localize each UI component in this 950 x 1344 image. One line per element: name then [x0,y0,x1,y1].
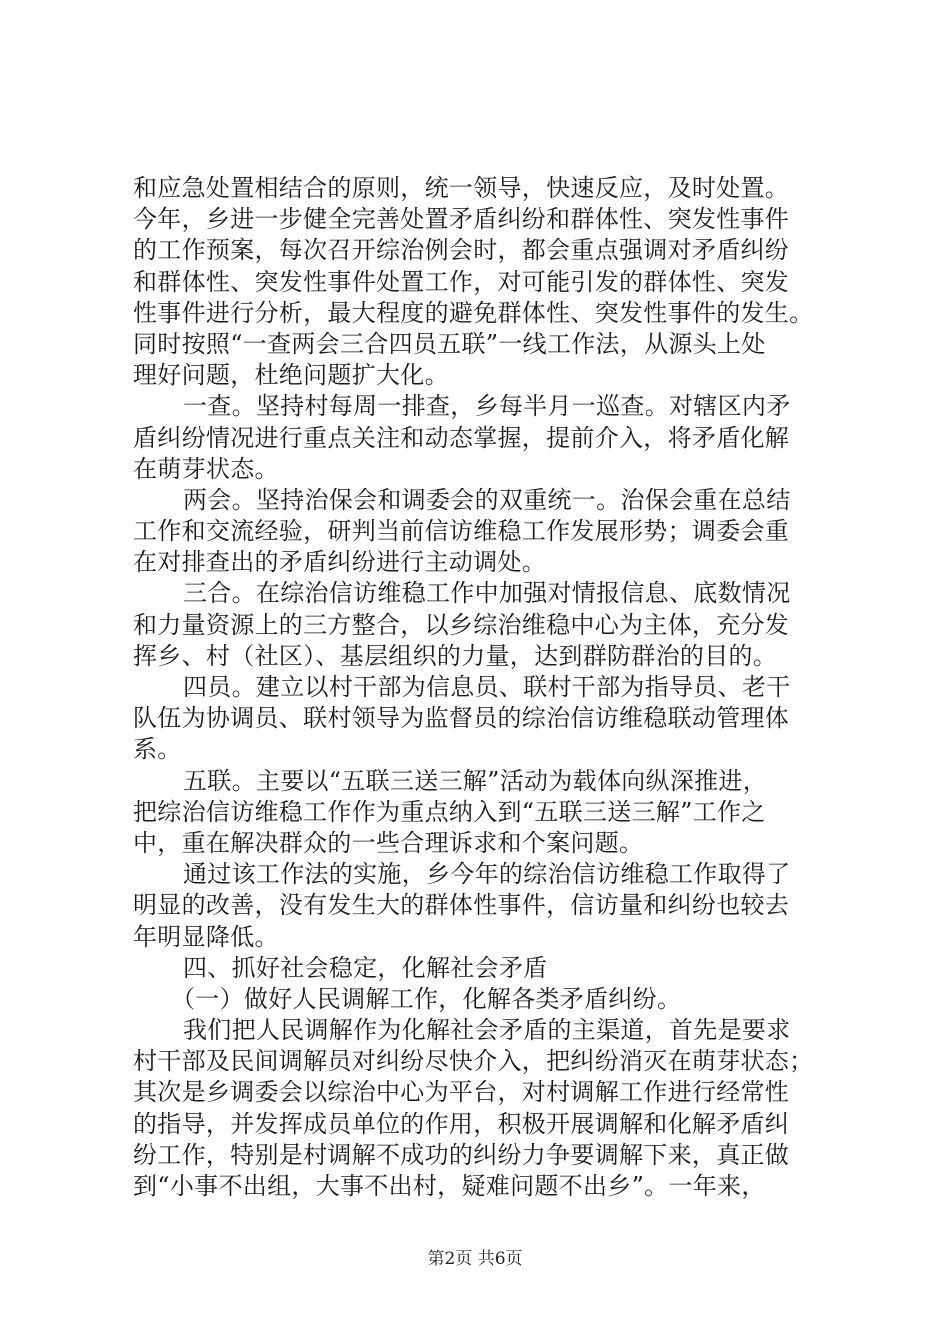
text-line: 挥乡、村（社区）、基层组织的力量，达到群防群治的目的。 [133,641,778,670]
text-line: 盾纠纷情况进行重点关注和动态掌握，提前介入，将矛盾化解 [133,423,790,452]
text-line: 年明显降低。 [133,922,279,951]
paragraph-start-line: 两会。坚持治保会和调委会的双重统一。治保会重在总结 [183,485,791,514]
subsection-heading: （一）做好人民调解工作，化解各类矛盾纠纷。 [171,984,682,1013]
text-line: 和群体性、突发性事件处置工作，对可能引发的群体性、突发 [133,267,790,296]
text-line: 村干部及民间调解员对纠纷尽快介入，把纠纷消灭在萌芽状态； [133,1047,814,1076]
text-line: 和应急处置相结合的原则，统一领导，快速反应，及时处置。 [133,174,790,202]
text-line: 今年，乡进一步健全完善处置矛盾纠纷和群体性、突发性事件 [133,205,790,234]
text-line: 性事件进行分析，最大程度的避免群体性、突发性事件的发生。 [133,298,814,327]
paragraph-start-line: 我们把人民调解作为化解社会矛盾的主渠道，首先是要求 [183,1016,791,1045]
paragraph-start-line: 三合。在综治信访维稳工作中加强对情报信息、底数情况 [183,579,791,608]
paragraph-start-line: 五联。主要以“五联三送三解”活动为载体向纵深推进， [183,766,768,795]
text-line: 到“小事不出组，大事不出村，疑难问题不出乡”。一年来， [133,1172,766,1200]
section-heading: 四、抓好社会稳定，化解社会矛盾 [183,953,548,982]
text-line: 在萌芽状态。 [133,454,279,483]
paragraph-start-line: 四员。建立以村干部为信息员、联村干部为指导员、老干 [183,673,791,701]
text-line: 和力量资源上的三方整合，以乡综治维稳中心为主体，充分发 [133,610,790,639]
text-line: 中，重在解决群众的一些合理诉求和个案问题。 [133,828,644,857]
text-line: 系。 [133,735,182,764]
text-line: 把综治信访维稳工作作为重点纳入到“五联三送三解”工作之 [133,797,766,826]
text-line: 的指导，并发挥成员单位的作用，积极开展调解和化解矛盾纠 [133,1109,790,1138]
paragraph-start-line: 一查。坚持村每周一排查，乡每半月一巡查。对辖区内矛 [183,392,791,421]
text-line: 工作和交流经验，研判当前信访维稳工作发展形势；调委会重 [133,517,790,546]
text-line: 明显的改善，没有发生大的群体性事件，信访量和纠纷也较去 [133,891,790,920]
text-line: 其次是乡调委会以综治中心为平台，对村调解工作进行经常性 [133,1078,790,1107]
text-line: 同时按照“一查两会三合四员五联”一线工作法，从源头上处 [133,329,766,358]
text-line: 的工作预案，每次召开综治例会时，都会重点强调对矛盾纠纷 [133,236,790,265]
document-body [133,173,857,1202]
text-line: 纷工作，特别是村调解不成功的纠纷力争要调解下来，真正做 [133,1140,790,1169]
text-line: 在对排查出的矛盾纠纷进行主动调处。 [133,548,547,577]
page-number-footer: 第2页 共6页 [427,1249,523,1269]
text-line: 队伍为协调员、联村领导为监督员的综治信访维稳联动管理体 [133,704,790,733]
text-line: 理好问题，杜绝问题扩大化。 [133,361,449,390]
paragraph-start-line: 通过该工作法的实施，乡今年的综治信访维稳工作取得了 [183,860,791,889]
